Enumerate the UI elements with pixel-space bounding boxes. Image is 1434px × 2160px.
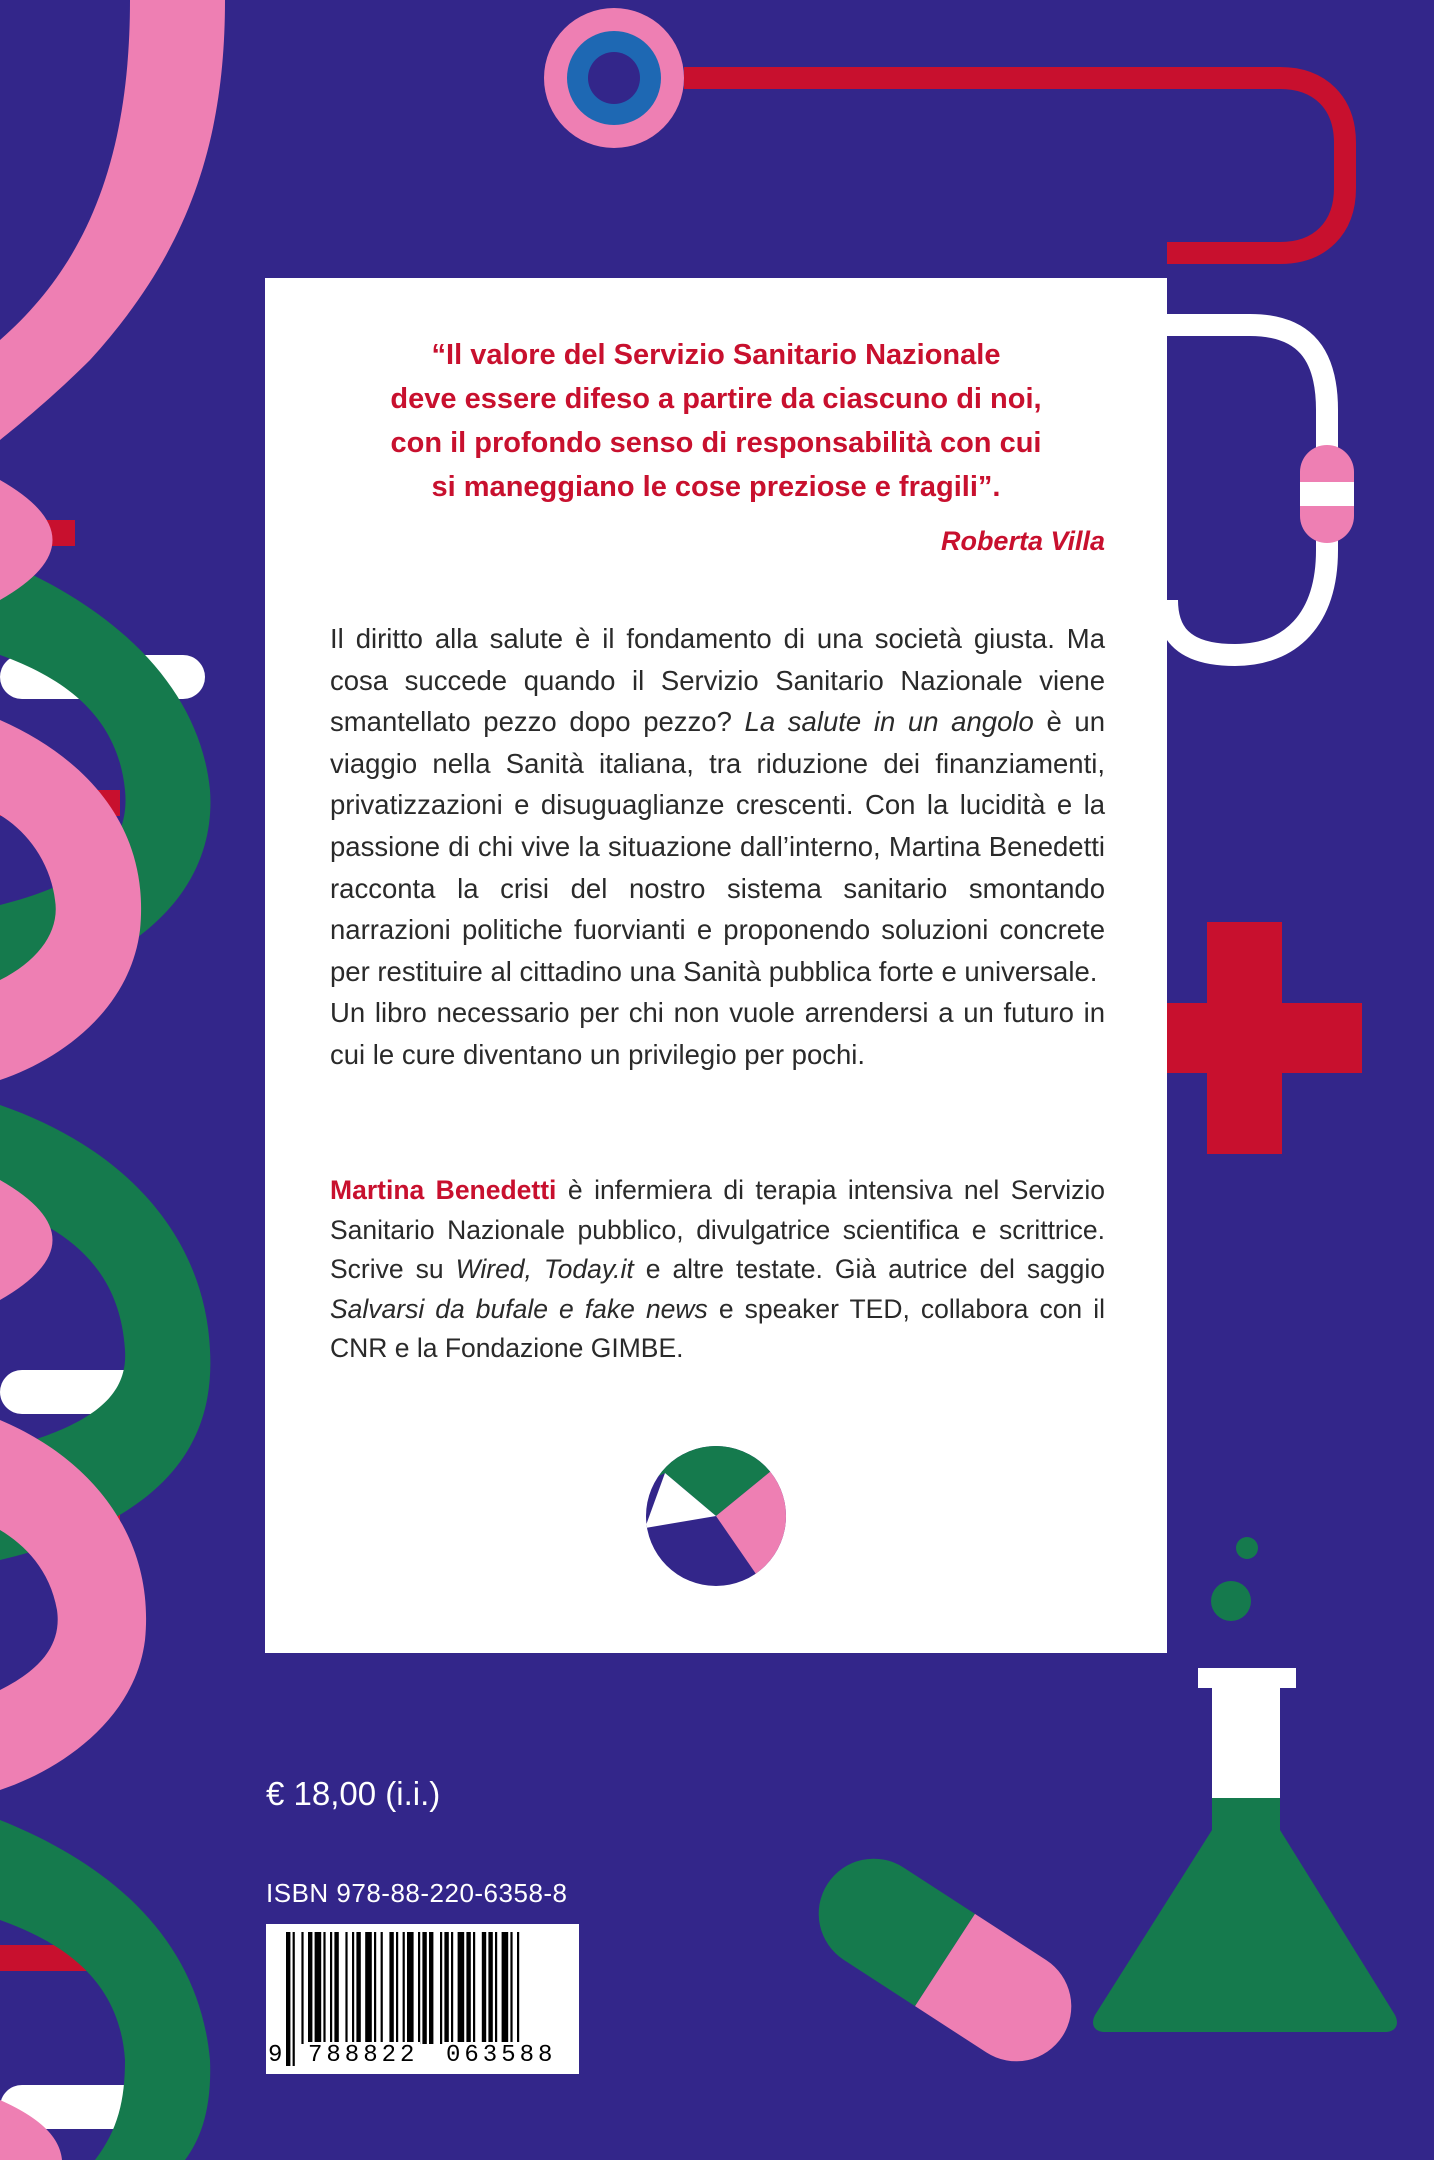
quote-line: si maneggiano le cose preziose e fragili”. [431, 471, 1001, 503]
barcode-bar [396, 1932, 398, 2044]
barcode-bar [422, 1932, 426, 2044]
pill-disc-icon [645, 1445, 787, 1587]
description-text: è un viaggio nella Sanità italiana, tra riduzione dei finanziamenti, privatizzazioni e disuguaglianze crescenti. Con la lucidità e la passione di chi vive la situazione dall’interno, Martina Benedetti racconta la crisi del nostro sistema sanitario smontando narrazioni politiche fuorvianti e proponendo soluzioni concrete per restituire al cittadino una Sanità pubblica forte e universale. [330, 706, 1105, 987]
barcode-bar [389, 1932, 393, 2044]
barcode-bar [352, 1932, 354, 2044]
barcode-bar [418, 1932, 420, 2044]
quote-line: “Il valore del Servizio Sanitario Nazionale [431, 339, 1001, 371]
price-label: € 18,00 (i.i.) [266, 1775, 441, 1812]
barcode-bar [301, 1932, 303, 2044]
medical-cross-icon [1167, 922, 1362, 1154]
bio-text: e altre testate. Già autrice del saggio [645, 1254, 1105, 1284]
description-closing: Un libro necessario per chi non vuole arrendersi a un futuro in cui le cure diventano un privilegio per pochi. [330, 997, 1105, 1070]
barcode-bar [365, 1932, 372, 2044]
pull-quote [265, 333, 1167, 509]
author-bio [330, 1171, 1105, 1369]
barcode-bar [345, 1932, 347, 2044]
barcode-bar [444, 1932, 448, 2044]
quote-author: Roberta Villa [940, 526, 1105, 556]
quote-line: deve essere difeso a partire da ciascuno di noi, [390, 383, 1042, 415]
capsule-icon [798, 1838, 1093, 2083]
barcode-bar [308, 1932, 312, 2044]
barcode-bar [334, 1932, 338, 2044]
barcode-bar [502, 1932, 509, 2044]
barcode-bar [330, 1932, 332, 2044]
previous-book-title: Salvarsi da bufale e fake news [330, 1293, 708, 1324]
publication-names: Wired, Today.it [455, 1254, 634, 1284]
book-description [330, 618, 1105, 1076]
barcode-bar [495, 1932, 497, 2044]
bio-text: è infermiera di terapia intensiva nel Servizio Sanitario Nazionale pubblico, divulgatrice scientifica e scrittrice. Scrive su [330, 1175, 1105, 1284]
quote-line: con il profondo senso di responsabilità con cui [390, 427, 1042, 459]
dna-helix-icon [0, 0, 225, 2160]
barcode-bar [510, 1932, 512, 2044]
bio-text: e speaker TED, collabora con il CNR e la Fondazione GIMBE. [330, 1293, 1105, 1363]
barcode-digits [266, 2042, 579, 2072]
barcode-bar [458, 1932, 465, 2044]
barcode-bar [356, 1932, 360, 2044]
barcode-bar [451, 1932, 453, 2044]
description-text: Il diritto alla salute è il fondamento di una società giusta. Ma cosa succede quando il Servizio Sanitario Nazionale viene smantellato pezzo dopo pezzo? [330, 623, 1105, 738]
book-title: La salute in un angolo [744, 706, 1034, 738]
barcode-bar [429, 1932, 433, 2044]
isbn-barcode [266, 1924, 579, 2074]
barcode-bar [482, 1932, 486, 2044]
barcode-digit-first: 9 [268, 2042, 283, 2069]
barcode-bar [381, 1932, 383, 2044]
barcode-bar [374, 1932, 376, 2044]
author-name: Martina Benedetti [330, 1175, 557, 1205]
isbn-label: ISBN 978-88-220-6358-8 [266, 1878, 568, 1908]
barcode-bar [466, 1932, 470, 2044]
barcode-bar [323, 1932, 325, 2044]
barcode-bar [473, 1932, 475, 2044]
barcode-bar [440, 1932, 442, 2044]
barcode-bar [315, 1932, 322, 2044]
barcode-bar [407, 1932, 414, 2044]
barcode-bar [488, 1932, 492, 2044]
barcode-digits-right: 063588 [446, 2042, 557, 2069]
info-panel [265, 278, 1167, 1653]
barcode-digits-left: 788822 [308, 2042, 419, 2069]
